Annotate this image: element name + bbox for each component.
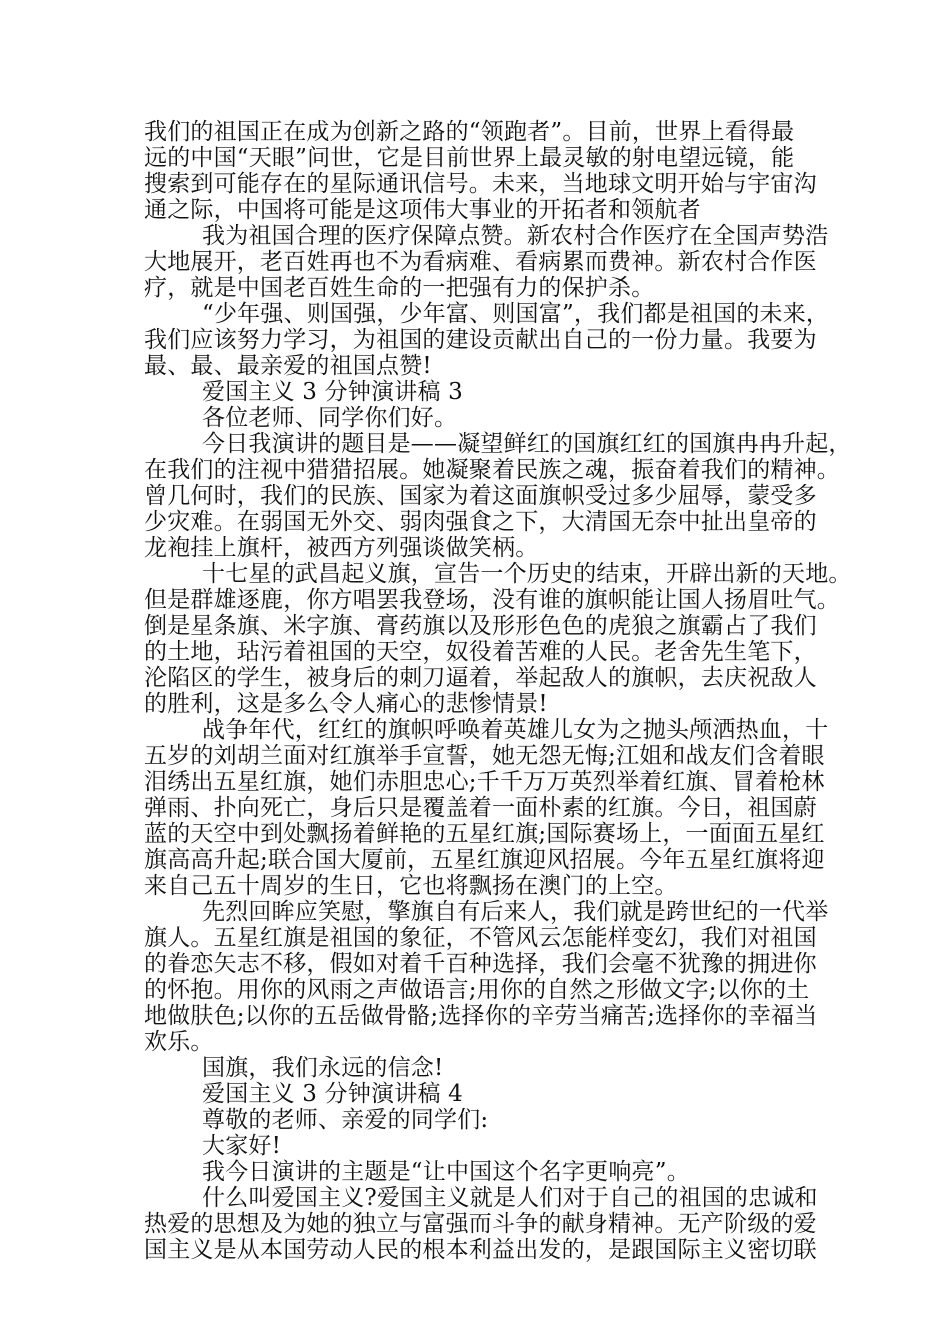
text-line: 今日我演讲的题目是——凝望鲜红的国旗红红的国旗冉冉升起， xyxy=(202,431,852,457)
text-line: 远的中国“天眼”问世，它是目前世界上最灵敏的射电望远镜，能 xyxy=(144,145,795,171)
text-line: 的眷恋矢志不移，假如对着千百种选择，我们会毫不犹豫的拥进你 xyxy=(144,951,817,977)
text-line: 通之际，中国将可能是这项伟大事业的开拓者和领航者 xyxy=(144,197,701,223)
text-line: 五岁的刘胡兰面对红旗举手宣誓，她无怨无悔;江姐和战友们含着眼 xyxy=(144,743,825,769)
text-line: “少年强、则国强，少年富、则国富”，我们都是祖国的未来， xyxy=(202,301,830,327)
text-line: 的怀抱。用你的风雨之声做语言;用你的自然之形做文字;以你的土 xyxy=(144,977,810,1003)
text-line: 泪绣出五星红旗，她们赤胆忠心;千千万万英烈举着红旗、冒着枪林 xyxy=(144,769,825,795)
text-line: 沦陷区的学生，被身后的刺刀逼着，举起敌人的旗帜，去庆祝敌人 xyxy=(144,665,817,691)
text-line: 疗，就是中国老百姓生命的一把强有力的保护杀。 xyxy=(144,275,655,301)
text-line: 曾几何时，我们的民族、国家为着这面旗帜受过多少屈辱，蒙受多 xyxy=(144,483,817,509)
text-line: 的土地，玷污着祖国的天空，奴役着苦难的人民。老舍先生笔下， xyxy=(144,639,817,665)
text-line: 欢乐。 xyxy=(144,1029,214,1055)
text-line: 旗人。五星红旗是祖国的象征，不管风云怎能样变幻，我们对祖国 xyxy=(144,925,817,951)
text-line: 倒是星条旗、米字旗、膏药旗以及形形色色的虎狼之旗霸占了我们 xyxy=(144,613,817,639)
text-line: 我们应该努力学习，为祖国的建设贡献出自己的一份力量。我要为 xyxy=(144,327,817,353)
text-line: 大地展开，老百姓再也不为看病难、看病累而费神。新农村合作医 xyxy=(144,249,817,275)
text-line: 十七星的武昌起义旗，宣告一个历史的结束，开辟出新的天地。 xyxy=(202,561,852,587)
text-line: 国旗，我们永远的信念! xyxy=(202,1055,444,1081)
text-line: 热爱的思想及为她的独立与富强而斗争的献身精神。无产阶级的爱 xyxy=(144,1211,817,1237)
text-line: 龙袍挂上旗杆，被西方列强谈做笑柄。 xyxy=(144,535,539,561)
text-line: 国主义是从本国劳动人民的根本利益出发的，是跟国际主义密切联 xyxy=(144,1237,817,1263)
text-line: 各位老师、同学你们好。 xyxy=(202,405,458,431)
text-line: 的胜利，这是多么令人痛心的悲惨情景! xyxy=(144,691,548,717)
text-line: 少灾难。在弱国无外交、弱肉强食之下，大清国无奈中扯出皇帝的 xyxy=(144,509,817,535)
text-line: 战争年代，红红的旗帜呼唤着英雄儿女为之抛头颅洒热血，十 xyxy=(202,717,829,743)
text-line: 弹雨、扑向死亡，身后只是覆盖着一面朴素的红旗。今日，祖国蔚 xyxy=(144,795,817,821)
text-line: 在我们的注视中猎猎招展。她凝聚着民族之魂，振奋着我们的精神。 xyxy=(144,457,840,483)
text-line: 先烈回眸应笑慰，擎旗自有后来人，我们就是跨世纪的一代举 xyxy=(202,899,829,925)
text-line: 旗高高升起;联合国大厦前，五星红旗迎风招展。今年五星红旗将迎 xyxy=(144,847,825,873)
text-line: 地做肤色;以你的五岳做骨骼;选择你的辛劳当痛苦;选择你的幸福当 xyxy=(144,1003,818,1029)
document-body xyxy=(144,119,852,1263)
text-line: 蓝的天空中到处飘扬着鲜艳的五星红旗;国际赛场上，一面面五星红 xyxy=(144,821,825,847)
text-line: 尊敬的老师、亲爱的同学们: xyxy=(202,1107,489,1133)
text-line: 什么叫爱国主义?爱国主义就是人们对于自己的祖国的忠诚和 xyxy=(202,1185,818,1211)
text-line: 爱国主义 3 分钟演讲稿 3 xyxy=(202,379,463,405)
text-line: 搜索到可能存在的星际通讯信号。未来，当地球文明开始与宇宙沟 xyxy=(144,171,817,197)
text-line: 最、最、最亲爱的祖国点赞! xyxy=(144,353,432,379)
text-line: 爱国主义 3 分钟演讲稿 4 xyxy=(202,1081,463,1107)
text-line: 我为祖国合理的医疗保障点赞。新农村合作医疗在全国声势浩 xyxy=(202,223,829,249)
text-line: 我们的祖国正在成为创新之路的“领跑者”。目前，世界上看得最 xyxy=(144,119,795,145)
text-line: 来自己五十周岁的生日，它也将飘扬在澳门的上空。 xyxy=(144,873,678,899)
text-line: 大家好! xyxy=(202,1133,282,1159)
text-line: 我今日演讲的主题是“让中国这个名字更响亮”。 xyxy=(202,1159,690,1185)
text-line: 但是群雄逐鹿，你方唱罢我登场，没有谁的旗帜能让国人扬眉吐气。 xyxy=(144,587,840,613)
